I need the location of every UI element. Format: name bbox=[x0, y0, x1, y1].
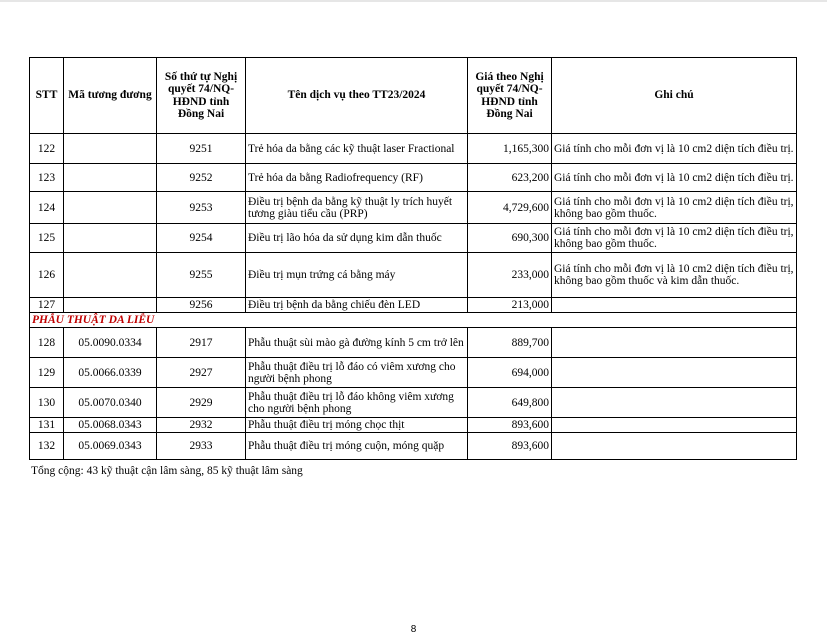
summary-text: Tổng cộng: 43 kỹ thuật cận lâm sàng, 85 kỹ thuật lâm sàng bbox=[31, 465, 303, 477]
cell-so: 9252 bbox=[157, 164, 246, 192]
header-gia: Giá theo Nghị quyết 74/NQ-HĐND tỉnh Đồng Nai bbox=[468, 58, 552, 134]
header-ghi-chu: Ghi chú bbox=[552, 58, 797, 134]
cell-ma bbox=[64, 164, 157, 192]
cell-ma bbox=[64, 253, 157, 298]
header-so-thu-tu: Số thứ tự Nghị quyết 74/NQ-HĐND tỉnh Đồng Nai bbox=[157, 58, 246, 134]
cell-ghi-chu: Giá tính cho mỗi đơn vị là 10 cm2 diện tích điều trị, không bao gồm thuốc. bbox=[552, 192, 797, 224]
cell-so: 2927 bbox=[157, 358, 246, 388]
cell-so: 9256 bbox=[157, 298, 246, 313]
cell-gia: 893,600 bbox=[468, 433, 552, 460]
cell-stt: 132 bbox=[30, 433, 64, 460]
cell-ma bbox=[64, 192, 157, 224]
cell-gia: 213,000 bbox=[468, 298, 552, 313]
cell-ten: Phẫu thuật điều trị móng cuộn, móng quặp bbox=[246, 433, 468, 460]
cell-ten: Điều trị bệnh da bằng chiếu đèn LED bbox=[246, 298, 468, 313]
cell-gia: 694,000 bbox=[468, 358, 552, 388]
cell-stt: 130 bbox=[30, 388, 64, 418]
cell-ghi-chu bbox=[552, 298, 797, 313]
top-divider bbox=[0, 0, 827, 2]
cell-so: 9253 bbox=[157, 192, 246, 224]
cell-ma bbox=[64, 134, 157, 164]
cell-ten: Phẫu thuật điều trị móng chọc thịt bbox=[246, 418, 468, 433]
cell-so: 9255 bbox=[157, 253, 246, 298]
cell-ghi-chu bbox=[552, 418, 797, 433]
cell-ghi-chu: Giá tính cho mỗi đơn vị là 10 cm2 diện tích điều trị. bbox=[552, 134, 797, 164]
cell-ghi-chu bbox=[552, 388, 797, 418]
cell-gia: 1,165,300 bbox=[468, 134, 552, 164]
cell-so: 9251 bbox=[157, 134, 246, 164]
cell-stt: 125 bbox=[30, 224, 64, 253]
cell-ten: Trẻ hóa da bằng Radiofrequency (RF) bbox=[246, 164, 468, 192]
cell-ten: Trẻ hóa da bằng các kỹ thuật laser Fractional bbox=[246, 134, 468, 164]
cell-stt: 131 bbox=[30, 418, 64, 433]
cell-gia: 233,000 bbox=[468, 253, 552, 298]
header-ten-dich-vu: Tên dịch vụ theo TT23/2024 bbox=[246, 58, 468, 134]
cell-ma: 05.0070.0340 bbox=[64, 388, 157, 418]
cell-ten: Phẫu thuật điều trị lỗ đáo không viêm xương cho người bệnh phong bbox=[246, 388, 468, 418]
cell-stt: 129 bbox=[30, 358, 64, 388]
cell-ten: Điều trị lão hóa da sử dụng kim dẫn thuốc bbox=[246, 224, 468, 253]
cell-stt: 128 bbox=[30, 328, 64, 358]
table-row bbox=[30, 298, 797, 313]
table-row bbox=[30, 433, 797, 460]
cell-ghi-chu bbox=[552, 328, 797, 358]
cell-ma bbox=[64, 224, 157, 253]
cell-stt: 124 bbox=[30, 192, 64, 224]
table-row bbox=[30, 358, 797, 388]
table-row bbox=[30, 224, 797, 253]
cell-stt: 122 bbox=[30, 134, 64, 164]
cell-stt: 126 bbox=[30, 253, 64, 298]
cell-ten: Phẫu thuật điều trị lỗ đáo có viêm xương cho người bệnh phong bbox=[246, 358, 468, 388]
cell-ghi-chu: Giá tính cho mỗi đơn vị là 10 cm2 diện tích điều trị, không bao gồm thuốc. bbox=[552, 224, 797, 253]
section-row bbox=[30, 313, 797, 328]
cell-gia: 4,729,600 bbox=[468, 192, 552, 224]
cell-ten: Phẫu thuật sùi mào gà đường kính 5 cm trở lên bbox=[246, 328, 468, 358]
cell-ma: 05.0069.0343 bbox=[64, 433, 157, 460]
cell-gia: 649,800 bbox=[468, 388, 552, 418]
cell-stt: 123 bbox=[30, 164, 64, 192]
section-title: PHẪU THUẬT DA LIỄU bbox=[30, 313, 797, 328]
cell-ghi-chu: Giá tính cho mỗi đơn vị là 10 cm2 diện tích điều trị. bbox=[552, 164, 797, 192]
cell-so: 2917 bbox=[157, 328, 246, 358]
cell-stt: 127 bbox=[30, 298, 64, 313]
cell-ten: Điều trị mụn trứng cá bằng máy bbox=[246, 253, 468, 298]
table-row bbox=[30, 328, 797, 358]
cell-ma: 05.0068.0343 bbox=[64, 418, 157, 433]
price-table bbox=[29, 57, 797, 460]
cell-ghi-chu bbox=[552, 358, 797, 388]
cell-ghi-chu: Giá tính cho mỗi đơn vị là 10 cm2 diện tích điều trị, không bao gồm thuốc và kim dẫn thuốc. bbox=[552, 253, 797, 298]
cell-so: 9254 bbox=[157, 224, 246, 253]
cell-ten: Điều trị bệnh da bằng kỹ thuật ly trích huyết tương giàu tiểu cầu (PRP) bbox=[246, 192, 468, 224]
table-row bbox=[30, 192, 797, 224]
cell-gia: 690,300 bbox=[468, 224, 552, 253]
table-row bbox=[30, 418, 797, 433]
cell-gia: 893,600 bbox=[468, 418, 552, 433]
cell-ma: 05.0066.0339 bbox=[64, 358, 157, 388]
table-row bbox=[30, 388, 797, 418]
header-stt: STT bbox=[30, 58, 64, 134]
page-number: 8 bbox=[410, 624, 417, 635]
cell-ghi-chu bbox=[552, 433, 797, 460]
cell-so: 2929 bbox=[157, 388, 246, 418]
header-ma-tuong-duong: Mã tương đương bbox=[64, 58, 157, 134]
cell-gia: 889,700 bbox=[468, 328, 552, 358]
table-row bbox=[30, 134, 797, 164]
cell-so: 2933 bbox=[157, 433, 246, 460]
cell-gia: 623,200 bbox=[468, 164, 552, 192]
header-row bbox=[30, 58, 797, 134]
cell-so: 2932 bbox=[157, 418, 246, 433]
table-row bbox=[30, 253, 797, 298]
table-row bbox=[30, 164, 797, 192]
cell-ma bbox=[64, 298, 157, 313]
cell-ma: 05.0090.0334 bbox=[64, 328, 157, 358]
